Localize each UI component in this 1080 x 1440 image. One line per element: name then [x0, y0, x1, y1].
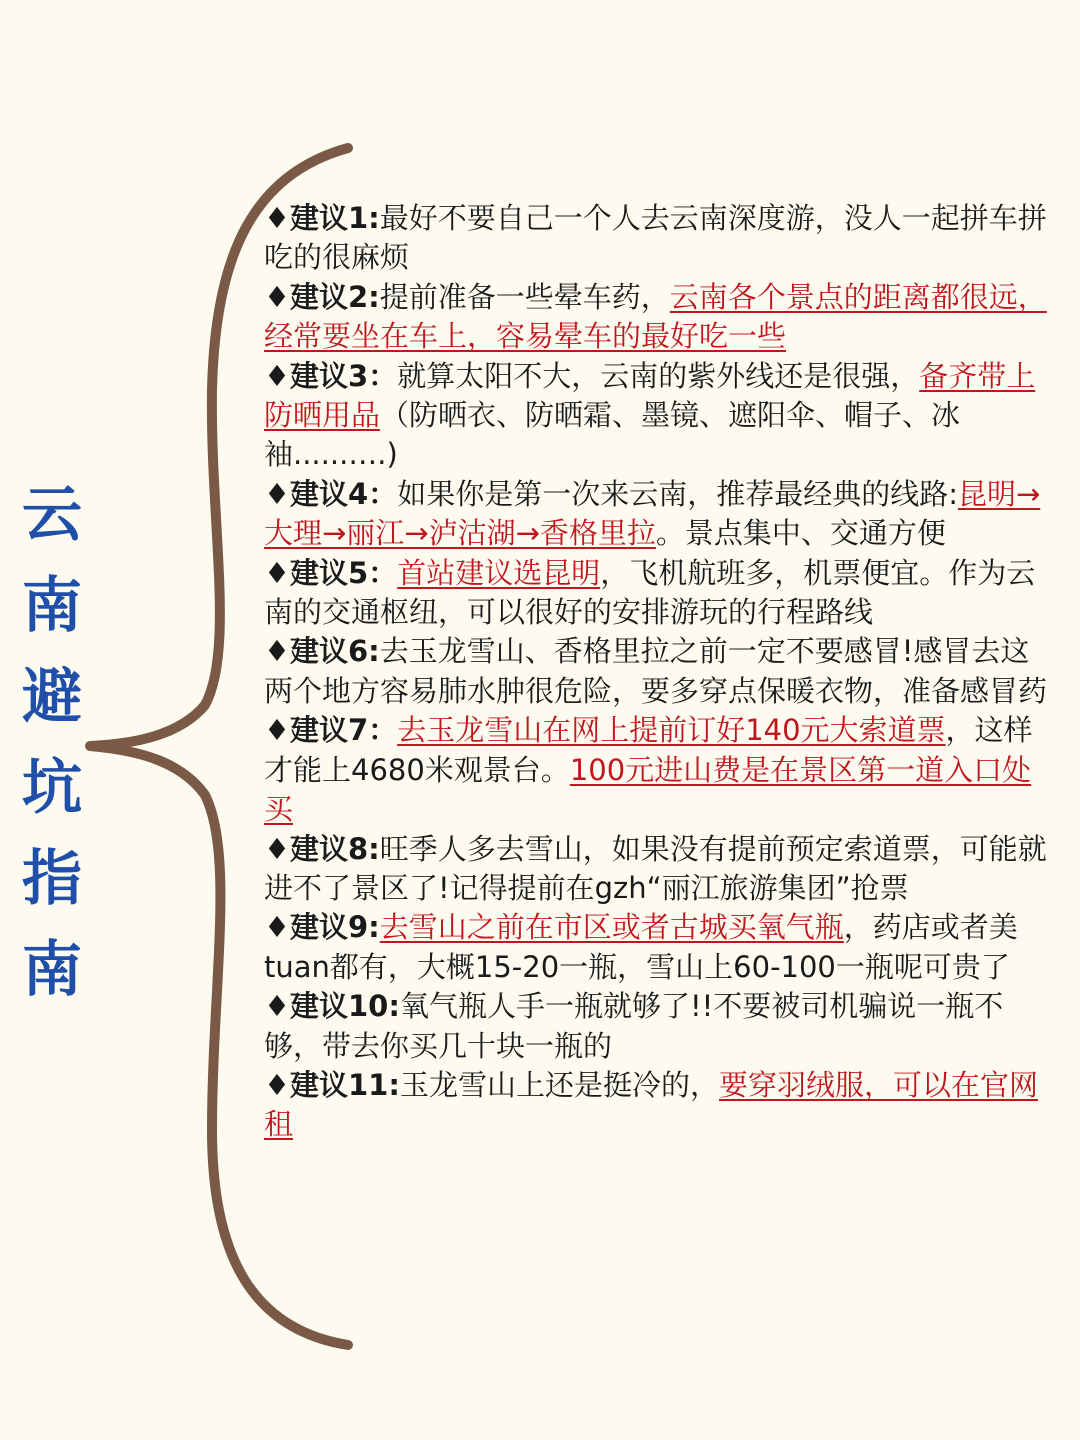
tip-label: ♦建议8: [264, 831, 380, 866]
tip-item [264, 199, 1054, 278]
tip-highlight: 要穿羽绒服，可以在官网租 [264, 1067, 1038, 1142]
tip-item [264, 830, 1054, 909]
title-char: 南 [22, 935, 82, 1005]
tip-item [264, 908, 1054, 987]
tips-list [264, 199, 1054, 1145]
tip-text: 提前准备一些晕车药， [379, 279, 670, 314]
tip-label: ♦建议1: [264, 201, 380, 235]
tip-item [264, 987, 1054, 1066]
tip-text: 去玉龙雪山、香格里拉之前一定不要感冒!感冒去这两个地方容易肺水肿很危险，要多穿点保暖衣物，准备感冒药 [264, 634, 1048, 708]
tip-label: ♦建议11: [264, 1067, 400, 1102]
tip-label: ♦建议2: [264, 279, 380, 314]
tip-label: ♦建议5： [264, 555, 398, 590]
tip-text: ，飞机航班多，机票便宜。作为云南的交通枢纽，可以很好的安排游玩的行程路线 [264, 555, 1036, 630]
tip-text: ，这样才能上4680米观景台。 [264, 713, 1033, 787]
tip-text: （防晒衣、防晒霜、墨镜、遮阳伞、帽子、冰袖......….) [264, 398, 961, 472]
tip-highlight: 首站建议选昆明 [397, 555, 601, 590]
tip-label: ♦建议10: [264, 989, 400, 1024]
tip-item [264, 475, 1054, 554]
tip-text: 就算太阳不大，云南的紫外线还是很强， [397, 358, 920, 393]
tip-item [264, 357, 1054, 475]
tip-highlight: 100元进山费是在景区第一道入口处买 [264, 752, 1032, 827]
tip-item [264, 632, 1054, 711]
tip-text: ，药店或者美tuan都有，大概15-20一瓶，雪山上60-100一瓶呢可贵了 [264, 910, 1018, 984]
title-char: 坑 [22, 753, 82, 823]
tip-text: 如果你是第一次来云南，推荐最经典的线路: [397, 476, 958, 511]
tip-label: ♦建议3： [264, 358, 398, 393]
tip-highlight: 昆明→大理→丽江→泸沽湖→香格里拉 [264, 476, 1041, 551]
tip-item [264, 1066, 1054, 1145]
tip-item [264, 711, 1054, 829]
tip-highlight: 云南各个景点的距离都很远，经常要坐在车上，容易晕车的最好吃一些 [264, 279, 1047, 354]
tip-label: ♦建议6: [264, 634, 380, 669]
tip-highlight: 备齐带上防晒用品 [264, 358, 1036, 433]
tip-text: 最好不要自己一个人去云南深度游，没人一起拼车拼吃的很麻烦 [264, 201, 1047, 275]
tip-label: ♦建议7： [264, 713, 398, 748]
tip-item [264, 554, 1054, 633]
tip-text: 氧气瓶人手一瓶就够了!!不要被司机骗说一瓶不够，带去你买几十块一瓶的 [264, 989, 1004, 1063]
title-char: 避 [22, 662, 82, 732]
tip-text: 旺季人多去雪山，如果没有提前预定索道票，可能就进不了景区了!记得提前在gzh“丽江旅游集团”抢票 [264, 831, 1047, 905]
tip-item [264, 278, 1054, 357]
title-char: 云 [22, 480, 82, 550]
tip-label: ♦建议4： [264, 476, 398, 511]
tip-highlight: 去玉龙雪山在网上提前订好140元大索道票 [397, 713, 946, 748]
tip-label: ♦建议9: [264, 910, 380, 945]
title-char: 指 [22, 844, 82, 914]
tip-text: 玉龙雪山上还是挺冷的， [399, 1067, 719, 1102]
title-char: 南 [22, 571, 82, 641]
tip-text: 。景点集中、交通方便 [655, 516, 946, 551]
tip-highlight: 去雪山之前在市区或者古城买氧气瓶 [379, 910, 844, 945]
